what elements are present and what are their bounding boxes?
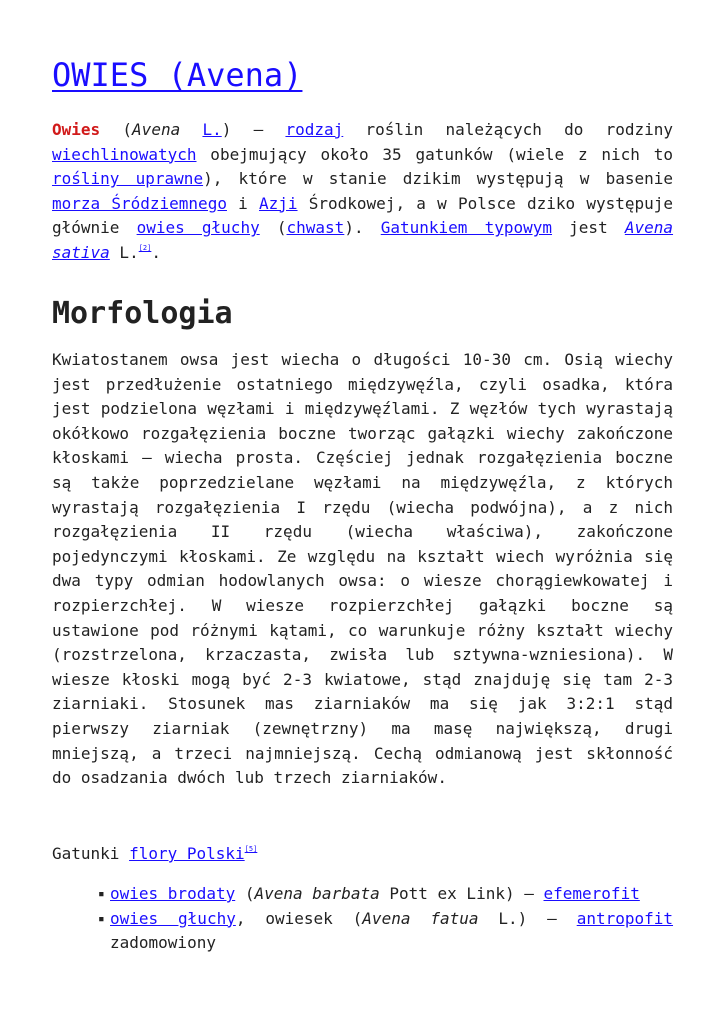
page-title bbox=[52, 56, 302, 94]
link-wiechlinowatych[interactable]: wiechlinowatych bbox=[52, 144, 197, 164]
section-heading-morfologia: Morfologia bbox=[52, 296, 233, 331]
footnote-2[interactable]: [2] bbox=[138, 243, 152, 252]
link-rosliny-uprawne[interactable]: rośliny uprawne bbox=[52, 169, 204, 189]
link-chwast[interactable]: chwast bbox=[286, 218, 345, 238]
text: Środkowej, a w Polsce dziko występuje głównie bbox=[52, 193, 674, 238]
latin-name: Avena sativa bbox=[52, 218, 674, 262]
text: L. bbox=[109, 242, 139, 262]
text: ( bbox=[100, 120, 133, 139]
link-flory-polski[interactable]: flory Polski bbox=[129, 844, 245, 863]
text: ( bbox=[235, 884, 255, 903]
intro-paragraph bbox=[52, 118, 673, 266]
text bbox=[180, 120, 202, 139]
text: Pott ex Link) – bbox=[379, 884, 544, 903]
text: ), które w stanie dzikim występują w basenie bbox=[203, 169, 673, 189]
link-owies-brodaty[interactable]: owies brodaty bbox=[110, 884, 236, 903]
link-linnaeus[interactable]: L. bbox=[202, 120, 222, 139]
text: i bbox=[226, 193, 260, 213]
link-antropofit[interactable]: antropofit bbox=[576, 908, 674, 928]
list-item bbox=[110, 882, 673, 907]
intro-bold-term: Owies bbox=[52, 120, 101, 139]
link-owies-gluchy[interactable]: owies głuchy bbox=[136, 218, 260, 238]
text: L.) – bbox=[478, 908, 577, 928]
text: obejmujący około 35 gatunków (wiele z nich to bbox=[196, 144, 673, 164]
link-azji[interactable]: Azji bbox=[259, 193, 298, 213]
list-item bbox=[110, 907, 673, 956]
link-owies-gluchy-list[interactable]: owies głuchy bbox=[110, 908, 236, 928]
latin-name: Avena barbata bbox=[254, 884, 380, 903]
link-efemerofit[interactable]: efemerofit bbox=[543, 884, 640, 903]
text: . bbox=[151, 242, 161, 262]
latin-name: Avena bbox=[132, 120, 181, 139]
text: jest bbox=[552, 218, 625, 238]
text: roślin należących do rodziny bbox=[343, 120, 673, 139]
link-gatunkiem-typowym[interactable]: Gatunkiem typowym bbox=[380, 218, 553, 238]
text: ( bbox=[259, 218, 287, 238]
title-link[interactable]: OWIES (Avena) bbox=[52, 56, 303, 94]
species-list bbox=[110, 882, 673, 956]
morfologia-paragraph: Kwiatostanem owsa jest wiecha o długości 10-30 cm. Osią wiechy jest przedłużenie ostatniego międzywęźla, czyli osadka, która jest podzielona węzłami i międzywęźlami. Z węzłów tych wyrastają okółkowo rozgałęzienia boczne tworząc gałązki wiechy zakończone kłoskami – wiecha prosta. Częściej jednak rozgałęzienia boczne są także poprzedzielane węzłami na międzywęźla, z których wyrastają rozgałęzienia I rzędu (wiecha podwójna), a z nich rozgałęzienia II rzędu (wiecha właściwa), zakończone pojedynczymi kłoskami. Ze względu na kształt wiech wyróżnia się dwa typy odmian hodowlanych owsa: o wiesze chorągiewkowatej i rozpierzchłej. W wiesze rozpierzchłej gałązki boczne są ustawione pod różnymi kątami, co warunkuje różny kształt wiechy (rozstrzelona, krzaczasta, zwisła lub sztywna-wzniesiona). W wiesze kłoski mogą być 2-3 kwiatowe, stąd znajduję się tam 2-3 ziarniaki. Stosunek mas ziarniaków ma się jak 3:2:1 stąd pierwszy ziarniak (zewnętrzny) ma masę największą, drugi mniejszą, a trzeci najmniejszą. Cechą odmianową jest skłonność do osadzania dwóch lub trzech ziarniaków. bbox=[52, 350, 673, 788]
footnote-5[interactable]: [5] bbox=[244, 845, 258, 853]
species-intro bbox=[52, 842, 673, 867]
text: Gatunki bbox=[52, 844, 130, 863]
text: ). bbox=[344, 218, 381, 238]
text: ) – bbox=[221, 120, 286, 139]
link-rodzaj[interactable]: rodzaj bbox=[285, 120, 344, 139]
text: zadomowiony bbox=[110, 933, 216, 953]
link-morza-srodziemnego[interactable]: morza Śródziemnego bbox=[52, 193, 227, 213]
latin-name: Avena fatua bbox=[362, 908, 479, 928]
text: , owiesek ( bbox=[235, 908, 363, 928]
